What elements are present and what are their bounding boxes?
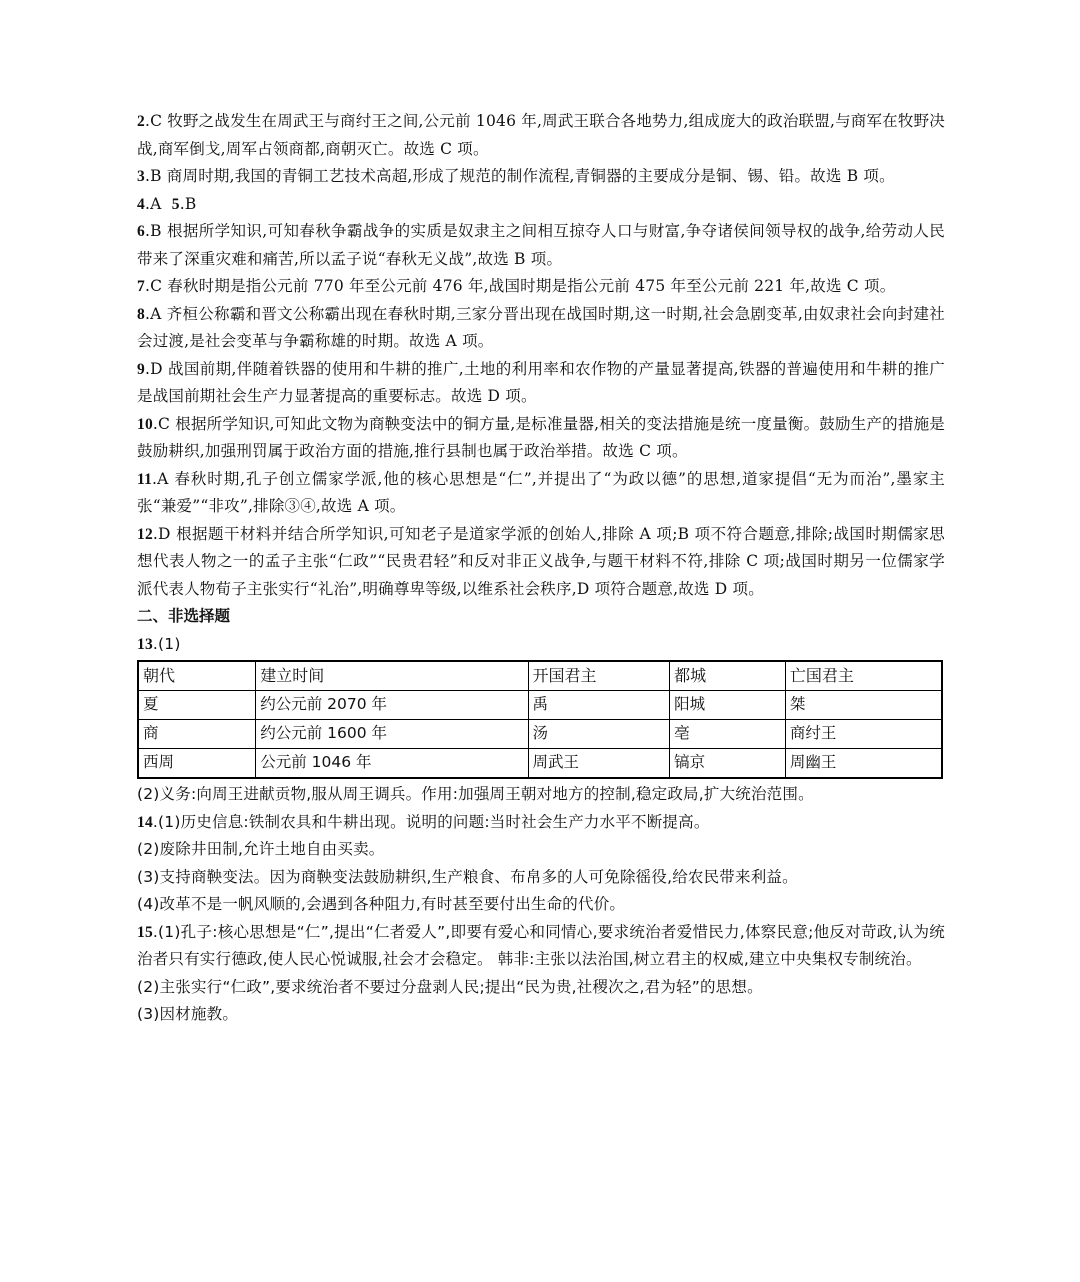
- answer-letter: .C: [144, 277, 163, 295]
- table-header-cell: 亡国君主: [785, 661, 942, 691]
- table-cell: 周武王: [528, 749, 670, 779]
- question-number: 14: [137, 813, 153, 831]
- q15-part3: (3)因材施教。: [137, 1005, 239, 1023]
- table-cell: 阳城: [670, 691, 786, 720]
- q13-part2: (2)义务:向周王进献贡物,服从周王调兵。作用:加强周王朝对地方的控制,稳定政局,扩大统治范围。: [137, 785, 814, 803]
- answer-explanation: 春秋时期是指公元前 770 年至公元前 476 年,战国时期是指公元前 475 年至公元前 221 年,故选 C 项。: [162, 277, 896, 295]
- question-15: [137, 919, 945, 1029]
- q14-part3: (3)支持商鞅变法。因为商鞅变法鼓励耕织,生产粮食、布帛多的人可免除徭役,给农民带来利益。: [137, 867, 798, 886]
- answer-explanation: 商周时期,我国的青铜工艺技术高超,形成了规范的制作流程,青铜器的主要成分是铜、锡、铅。故选 B 项。: [161, 167, 895, 185]
- table-cell: 公元前 1046 年: [256, 749, 528, 779]
- table-row: [138, 691, 942, 720]
- section-heading: 二、非选择题: [137, 607, 231, 625]
- q14-part1: [137, 809, 945, 837]
- question-number: 8: [137, 305, 145, 323]
- question-number: 10: [137, 415, 153, 433]
- table-header-cell: 建立时间: [256, 661, 528, 691]
- answer-9: [137, 356, 945, 411]
- answer-letter: .B: [179, 194, 197, 213]
- table-cell: 夏: [138, 691, 256, 720]
- table-header-row: [138, 661, 942, 691]
- question-number: 15: [137, 923, 153, 941]
- answer-7: [137, 273, 945, 301]
- question-number: 7: [137, 278, 145, 295]
- table-cell: 西周: [138, 749, 256, 779]
- answer-explanation: 牧野之战发生在周武王与商纣王之间,公元前 1046 年,周武王联合各地势力,组成庞大的政治联盟,与商军在牧野决战,商军倒戈,周军占领商都,商朝灭亡。故选 C 项。: [137, 112, 945, 158]
- table-row: [138, 749, 942, 779]
- table-header-cell: 都城: [670, 661, 786, 691]
- table-cell: 约公元前 2070 年: [256, 691, 528, 720]
- answer-letter: .A: [144, 194, 172, 213]
- part-label: .(1): [152, 634, 181, 653]
- question-number: 13: [137, 635, 153, 653]
- table-cell: 禹: [528, 691, 670, 720]
- q13-label: [137, 631, 945, 659]
- question-number: 5: [171, 195, 180, 213]
- answer-page: [137, 108, 945, 1029]
- answer-10: [137, 411, 945, 466]
- q14-part2: (2)废除井田制,允许土地自由买卖。: [137, 840, 385, 858]
- answer-explanation: 根据题干材料并结合所学知识,可知老子是道家学派的创始人,排除 A 项;B 项不符合题意,排除;战国时期儒家思想代表人物之一的孟子主张“仁政”“民贵君轻”和反对非正义战争,与题干材料不符,排除 C 项;战国时期另一位儒家学派代表人物荀子主张实行“礼治”,明确尊卑等级,以维系社会秩序,D 项符合题意,故选 D 项。: [137, 524, 945, 598]
- question-number: 4: [137, 195, 145, 213]
- answer-letter: .A: [144, 304, 162, 323]
- q15-part2: (2)主张实行“仁政”,要求统治者不要过分盘剥人民;提出“民为贵,社稷次之,君为轻”的思想。: [137, 977, 763, 996]
- answer-3: [137, 163, 945, 191]
- answer-explanation: 战国前期,伴随着铁器的使用和牛耕的推广,土地的利用率和农作物的产量显著提高,铁器的普遍使用和牛耕的推广是战国前期社会生产力显著提高的重要标志。故选 D 项。: [137, 359, 945, 405]
- answer-11: [137, 466, 945, 521]
- table-row: [138, 720, 942, 749]
- answer-6: [137, 218, 945, 273]
- answer-letter: .B: [144, 222, 162, 240]
- answer-explanation: 春秋时期,孔子创立儒家学派,他的核心思想是“仁”,并提出了“为政以德”的思想,道家提倡“无为而治”,墨家主张“兼爱”“非攻”,排除③④,故选 A 项。: [137, 469, 945, 515]
- answer-letter: .D: [152, 524, 171, 543]
- dynasty-table: [137, 660, 943, 779]
- table-cell: 商: [138, 720, 256, 749]
- answer-text: .(1)孔子:核心思想是“仁”,提出“仁者爱人”,即要有爱心和同情心,要求统治者爱惜民力,体察民意;他反对苛政,认为统治者只有实行德政,使人民心悦诚服,社会才会稳定。 韩非:主张以法治国,树立君主的权威,建立中央集权专制统治。: [137, 922, 945, 968]
- table-cell: 亳: [670, 720, 786, 749]
- answer-letter: .B: [144, 167, 162, 185]
- table-cell: 约公元前 1600 年: [256, 720, 528, 749]
- question-number: 6: [137, 223, 145, 240]
- answer-explanation: 根据所学知识,可知此文物为商鞅变法中的铜方量,是标准量器,相关的变法措施是统一度量衡。鼓励生产的措施是鼓励耕织,加强刑罚属于政治方面的措施,推行县制也属于政治举措。故选 C 项。: [137, 414, 945, 460]
- question-number: 2: [137, 113, 145, 130]
- table-cell: 商纣王: [785, 720, 942, 749]
- table-cell: 桀: [785, 691, 942, 720]
- answer-letter: .D: [144, 359, 163, 378]
- answer-explanation: 根据所学知识,可知春秋争霸战争的实质是奴隶主之间相互掠夺人口与财富,争夺诸侯间领导权的战争,给劳动人民带来了深重灾难和痛苦,所以孟子说“春秋无义战”,故选 B 项。: [137, 222, 945, 268]
- table-header-cell: 朝代: [138, 661, 256, 691]
- answer-letter: .A: [152, 469, 169, 488]
- answer-letter: .C: [144, 112, 163, 130]
- answer-12: [137, 521, 945, 604]
- table-header-cell: 开国君主: [528, 661, 670, 691]
- question-number: 3: [137, 168, 145, 185]
- choice-answers: [137, 108, 945, 603]
- table-cell: 周幽王: [785, 749, 942, 779]
- answer-explanation: 齐桓公称霸和晋文公称霸出现在春秋时期,三家分晋出现在战国时期,这一时期,社会急剧变革,由奴隶社会向封建社会过渡,是社会变革与争霸称雄的时期。故选 A 项。: [137, 304, 945, 350]
- answer-4-5: [137, 191, 945, 219]
- table-cell: 镐京: [670, 749, 786, 779]
- question-14: [137, 809, 945, 919]
- question-number: 12: [137, 525, 153, 543]
- question-number: 11: [137, 470, 153, 488]
- q15-part1: [137, 919, 945, 974]
- question-13: [137, 631, 945, 809]
- answer-letter: .C: [152, 414, 171, 433]
- answer-2: [137, 108, 945, 163]
- q14-part4: (4)改革不是一帆风顺的,会遇到各种阻力,有时甚至要付出生命的代价。: [137, 895, 626, 913]
- table-cell: 汤: [528, 720, 670, 749]
- answer-8: [137, 301, 945, 356]
- answer-text: .(1)历史信息:铁制农具和牛耕出现。说明的问题:当时社会生产力水平不断提高。: [152, 812, 710, 831]
- question-number: 9: [137, 360, 145, 378]
